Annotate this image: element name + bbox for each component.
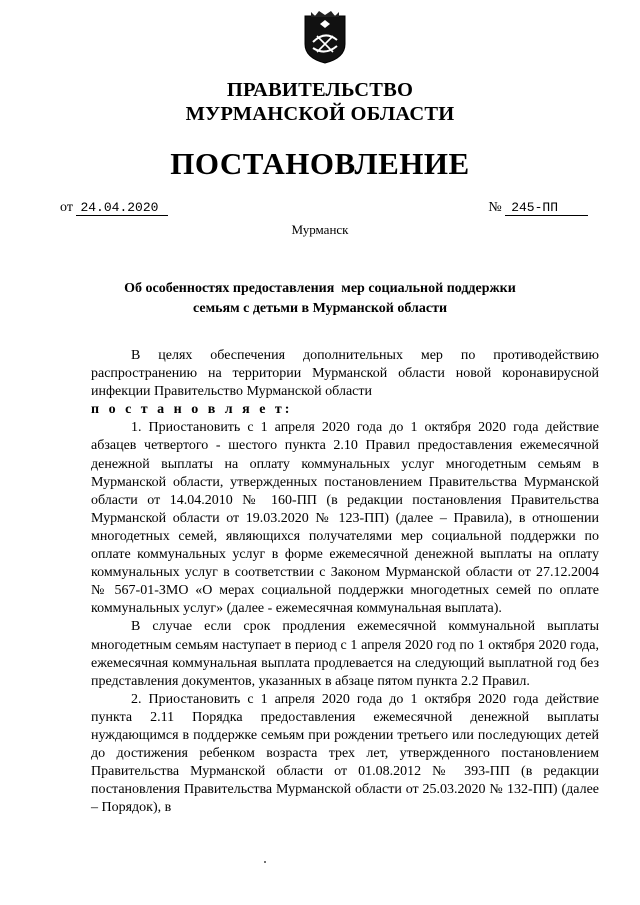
preamble-paragraph: В целях обеспечения дополнительных мер по противодействию распространению на территории Мурманской области новой коронавирусной инфекции Правительство Мурманской области (91, 348, 599, 400)
organization-name (0, 78, 640, 126)
number-value: 245-ПП (505, 200, 588, 216)
org-line-1: ПРАВИТЕЛЬСТВО (226, 79, 414, 101)
resolves-text: п о с т а н о в л я е т: (91, 402, 293, 418)
paragraph-3: 2. Приостановить с 1 апреля 2020 года до 1 октября 2020 года действие пункта 2.11 Порядка предоставления ежемесячной денежной выплаты нуждающимся в поддержке семьям при рождении третьего или последующих детей до достижения ребенком возраста трех лет, утвержденного постановлением Правительства Мурманской области от 01.08.2012 № 393-ПП (в редакции постановления Правительства Мурманской области от 25.03.2020 № 132-ПП) (далее – Порядок), в (91, 691, 599, 816)
city: Мурманск (291, 222, 349, 237)
org-line-2: МУРМАНСКОЙ ОБЛАСТИ (185, 103, 455, 125)
document-type: ПОСТАНОВЛЕНИЕ (170, 146, 470, 181)
paragraph-2: В случае если срок продления ежемесячной коммунальной выплаты многодетным семьям наступает в период с 1 апреля 2020 год по 1 октября 2020 года, ежемесячная коммунальная выплата продлевается на следующий выплатной год без представления документов, указанных в абзаце пятом пункта 2.2 Правил. (91, 619, 599, 689)
document-body (91, 347, 599, 817)
date-label: от (60, 200, 73, 215)
subject-line-1: Об особенностях предоставления мер социальной поддержки (124, 281, 516, 296)
date-value: 24.04.2020 (76, 200, 168, 216)
date-block (60, 200, 168, 216)
subject-line-2: семьям с детьми в Мурманской области (192, 300, 448, 316)
number-label: № (488, 200, 502, 215)
coat-of-arms-icon (303, 10, 347, 64)
number-block (488, 200, 588, 216)
scan-speck (264, 861, 266, 863)
paragraph-1: 1. Приостановить с 1 апреля 2020 года до 1 октября 2020 года действие абзацев четвертого - шестого пункта 2.10 Правил предоставления ежемесячной денежной выплаты на оплату коммунальных услуг многодетным семьям в Мурманской области, утвержденных постановлением Правительства Мурманской области от 14.04.2010 № 160-ПП (в редакции постановления Правительства Мурманской области от 19.03.2020 № 123-ПП) (далее – Правила), в отношении многодетных семей, являющихся получателями мер социальной поддержки по оплате коммунальных услуг в форме ежемесячной денежной выплаты на оплату коммунальных услуг в соответствии с Законом Мурманской области от 27.12.2004 № 567-01-ЗМО «О мерах социальной поддержки многодетных семей по оплате коммунальных услуг» (далее - ежемесячная коммунальная выплата). (91, 420, 599, 617)
resolves-line (91, 401, 599, 419)
document-meta (60, 200, 588, 222)
document-subject (70, 279, 570, 318)
